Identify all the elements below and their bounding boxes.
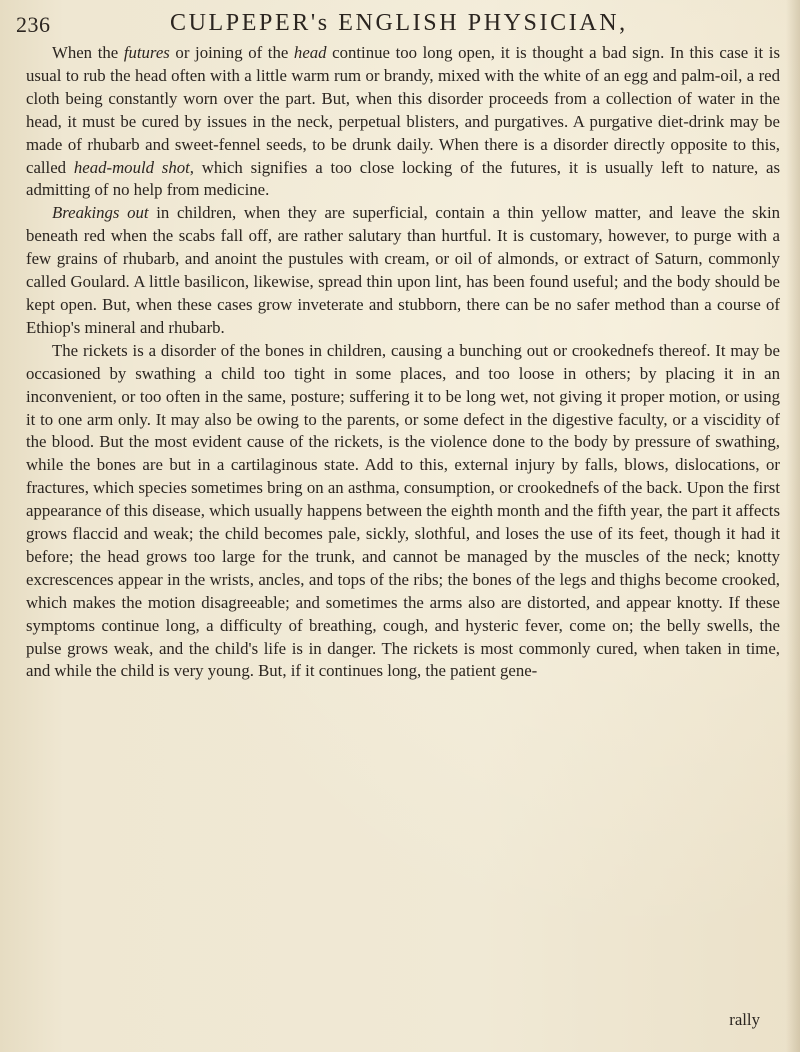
text-run: continue too long open, it is thought a bad sign. In this case it is usual to rub the head often with a little warm rum or brandy, mixed with the white of an egg and palm-oil, a red cloth being constantly worn over the part. But, when this disorder proceeds from a collection of water in the head, it must be cured by issues in the neck, perpetual blisters, and purgatives. A purgative diet-drink may be made of rhubarb and sweet-fennel seeds, to be drunk daily. When there is a disorder directly opposite to this, called: [26, 43, 780, 177]
body-text: [26, 42, 780, 683]
text-run: When the: [52, 43, 124, 62]
text-run: in children, when they are superficial, contain a thin yellow matter, and leave the skin beneath red when the scabs fall off, are rather salutary than hurtful. It is customary, however, to purge with a few grains of rhubarb, and anoint the pustules with cream, or oil of almonds, or extract of Saturn, commonly called Goulard. A little basilicon, likewise, spread thin upon lint, has been found useful; and the body should be kept open. But, when these cases grow inveterate and stubborn, there can be no safer method than a course of Ethiop's mineral and rhubarb.: [26, 203, 780, 337]
paragraph: [26, 42, 780, 202]
page-number: 236: [16, 12, 51, 37]
italic-term: Breakings out: [52, 203, 149, 223]
italic-term: head: [293, 43, 327, 62]
text-run: or joining of the: [169, 43, 294, 62]
italic-term: head-mould shot: [73, 157, 190, 177]
paragraph: [26, 202, 780, 339]
text-run: The rickets is a disorder of the bones in children, causing a bunching out or crookednefs thereof. It may be occasioned by swathing a child too tight in some places, and too loose in others; by placing it in an inconvenient, or too often in the same, posture; suffering it to be long wet, not giving it proper motion, or using it to one arm only. It may also be owing to the parents, or some defect in the digestive faculty, or a viscidity of the blood. But the most evident cause of the rickets, is the violence done to the body by pressure of swathing, while the bones are but in a cartilaginous state. Add to this, external injury by falls, blows, dislocations, or fractures, which species sometimes bring on an asthma, consumption, or crookednefs of the back. Upon the first appearance of this disease, which usually happens between the eighth month and the fifth year, the part it affects grows flaccid and weak; the child becomes pale, sickly, slothful, and loses the use of its feet, though it had it before; the head grows too large for the trunk, and cannot be managed by the muscles of the neck; knotty excrescences appear in the wrists, ancles, and tops of the ribs; the bones of the legs and thighs become crooked, which makes the motion disagreeable; and sometimes the arms also are distorted, and appear knotty. If these symptoms continue long, a difficulty of breathing, cough, and hysteric fever, come on; the belly swells, the pulse grows weak, and the child's life is in danger. The rickets is most commonly cured, when taken in time, and while the child is very young. But, if it continues long, the patient gene-: [26, 340, 780, 681]
text-run: , which signifies a too close locking of the futures, it is usually left to nature, as admitting of no help from medicine.: [26, 157, 780, 200]
page-header: [16, 8, 776, 42]
catchword: rally: [729, 1010, 760, 1029]
paragraph: [26, 340, 780, 684]
italic-term: futures: [123, 43, 170, 62]
running-head: CULPEPER's ENGLISH PHYSICIAN,: [170, 10, 628, 36]
page-edge-shadow: [786, 0, 800, 1052]
